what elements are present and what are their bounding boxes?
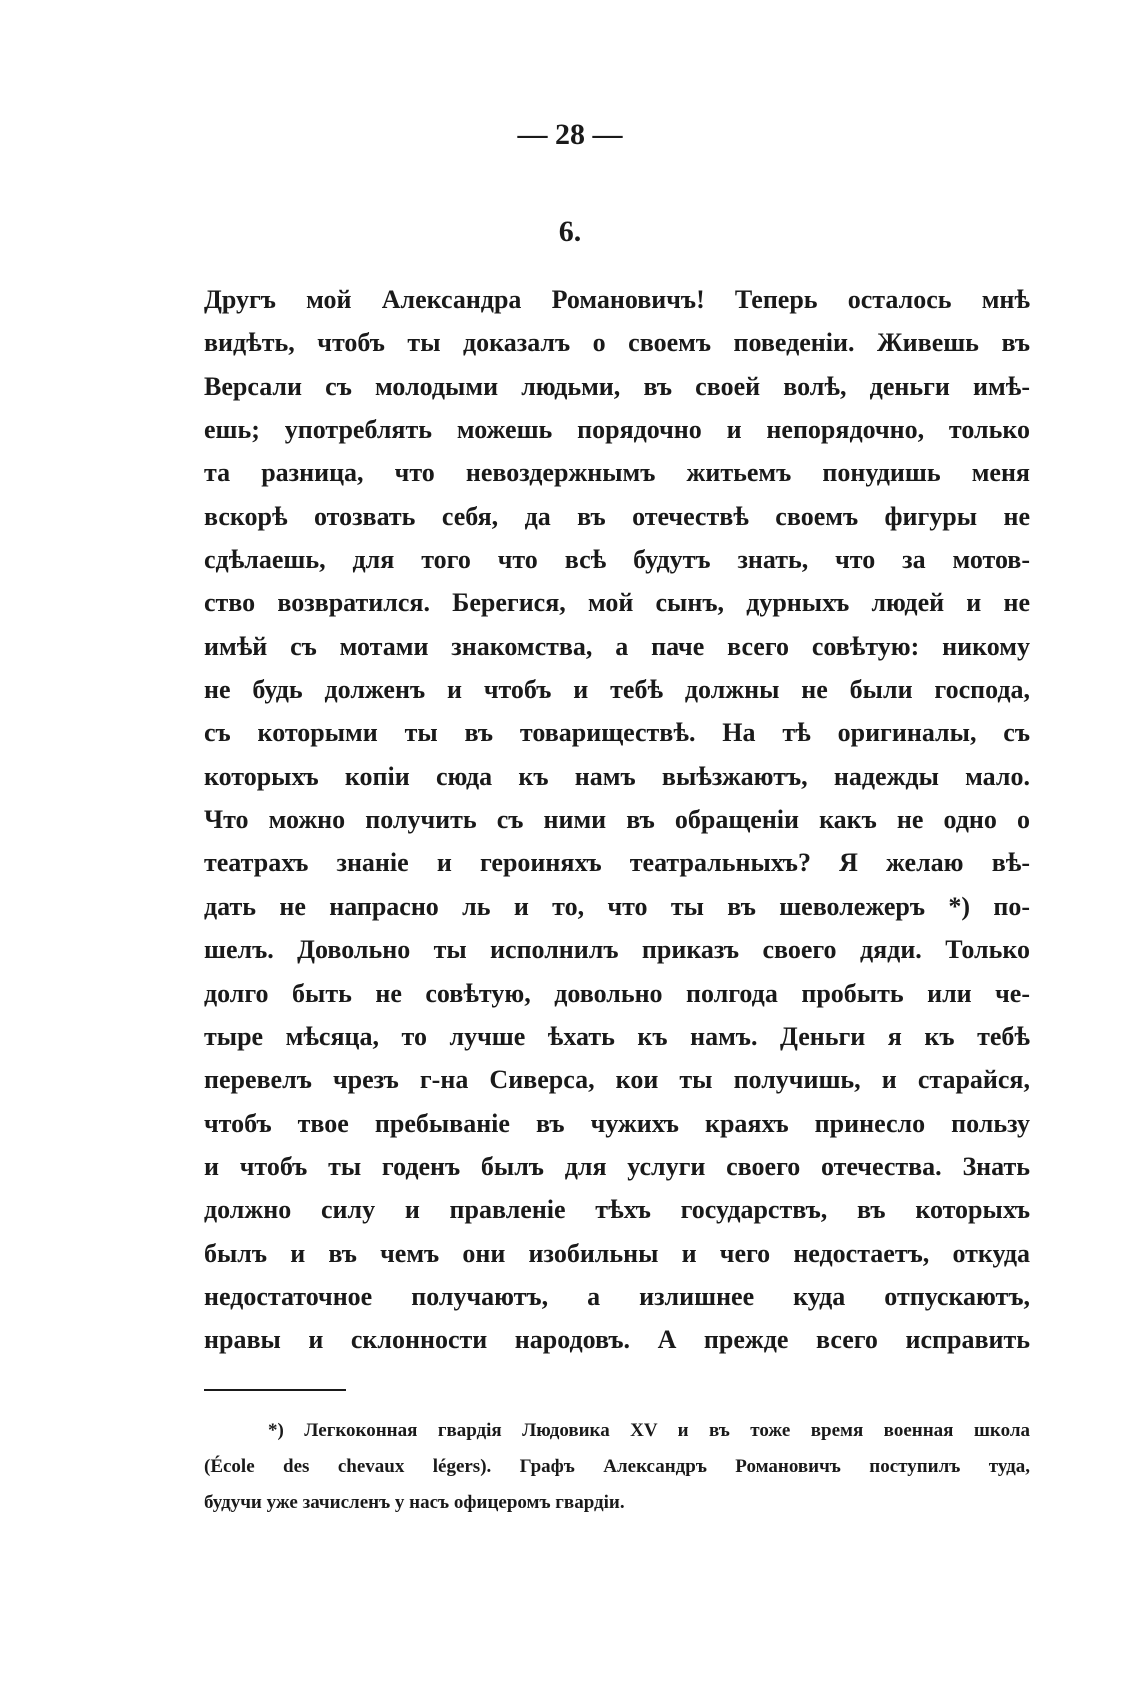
text-line: Что можно получить съ ними въ обращеніи какъ не одно о bbox=[204, 805, 1030, 835]
text-line: Другъ мой Александра Романовичъ! Теперь осталось мнѣ bbox=[204, 285, 1030, 314]
text-line: вскорѣ отозвать себя, да въ отечествѣ своемъ фигуры не bbox=[204, 501, 1030, 531]
text-line: должно силу и правленіе тѣхъ государствъ, въ которыхъ bbox=[204, 1195, 1030, 1225]
text-line: театрахъ знаніе и героиняхъ театральныхъ? Я желаю вѣ- bbox=[204, 848, 1030, 878]
footnote bbox=[204, 1413, 1030, 1521]
footnote-line: (École des chevaux légers). Графъ Александръ Романовичъ поступилъ туда, bbox=[204, 1456, 1030, 1477]
text-line: перевелъ чрезъ г-на Сиверса, кои ты получишь, и старайся, bbox=[204, 1065, 1030, 1095]
text-line: тыре мѣсяца, то лучше ѣхать къ намъ. Деньги я къ тебѣ bbox=[204, 1021, 1030, 1051]
text-line: съ которыми ты въ товариществѣ. На тѣ оригиналы, съ bbox=[204, 718, 1030, 748]
text-line: не будь долженъ и чтобъ и тебѣ должны не были господа, bbox=[204, 675, 1030, 705]
text-line: долго быть не совѣтую, довольно полгода пробыть или че- bbox=[204, 978, 1030, 1008]
text-line: и чтобъ ты годенъ былъ для услуги своего отечества. Знать bbox=[204, 1151, 1030, 1181]
text-line: недостаточное получаютъ, а излишнее куда отпускаютъ, bbox=[204, 1281, 1030, 1311]
text-line: видѣть, чтобъ ты доказалъ о своемъ поведеніи. Живешь въ bbox=[204, 328, 1030, 358]
page-number: — 28 — bbox=[517, 118, 623, 151]
text-line: имѣй съ мотами знакомства, а паче всего совѣтую: никому bbox=[204, 631, 1030, 661]
footnote-line: будучи уже зачисленъ у насъ офицеромъ гвардіи. bbox=[204, 1492, 625, 1513]
text-line: Версали съ молодыми людьми, въ своей волѣ, деньги имѣ- bbox=[204, 371, 1030, 401]
text-line: нравы и склонности народовъ. А прежде всего исправить bbox=[204, 1325, 1030, 1355]
text-line: шелъ. Довольно ты исполнилъ приказъ своего дяди. Только bbox=[204, 935, 1030, 965]
footnote-line: *) Легкоконная гвардія Людовика XV и въ тоже время военная школа bbox=[268, 1420, 1030, 1441]
text-line: дать не напрасно ль и то, что ты въ шеволежеръ *) по- bbox=[204, 891, 1030, 921]
letter-body bbox=[204, 278, 1030, 1362]
text-line: ешь; употреблять можешь порядочно и непорядочно, только bbox=[204, 415, 1030, 445]
text-line: сдѣлаешь, для того что всѣ будутъ знать, что за мотов- bbox=[204, 545, 1030, 575]
text-line: былъ и въ чемъ они изобильны и чего недостаетъ, откуда bbox=[204, 1238, 1030, 1268]
text-line: та разница, что невоздержнымъ житьемъ понудишь меня bbox=[204, 458, 1030, 488]
text-line: ство возвратился. Берегися, мой сынъ, дурныхъ людей и не bbox=[204, 588, 1030, 618]
text-line: чтобъ твое пребываніе въ чужихъ краяхъ принесло пользу bbox=[204, 1108, 1030, 1138]
text-line: которыхъ копіи сюда къ намъ выѣзжаютъ, надежды мало. bbox=[204, 761, 1030, 791]
letter-number: 6. bbox=[558, 215, 582, 248]
footnote-separator bbox=[204, 1389, 346, 1391]
